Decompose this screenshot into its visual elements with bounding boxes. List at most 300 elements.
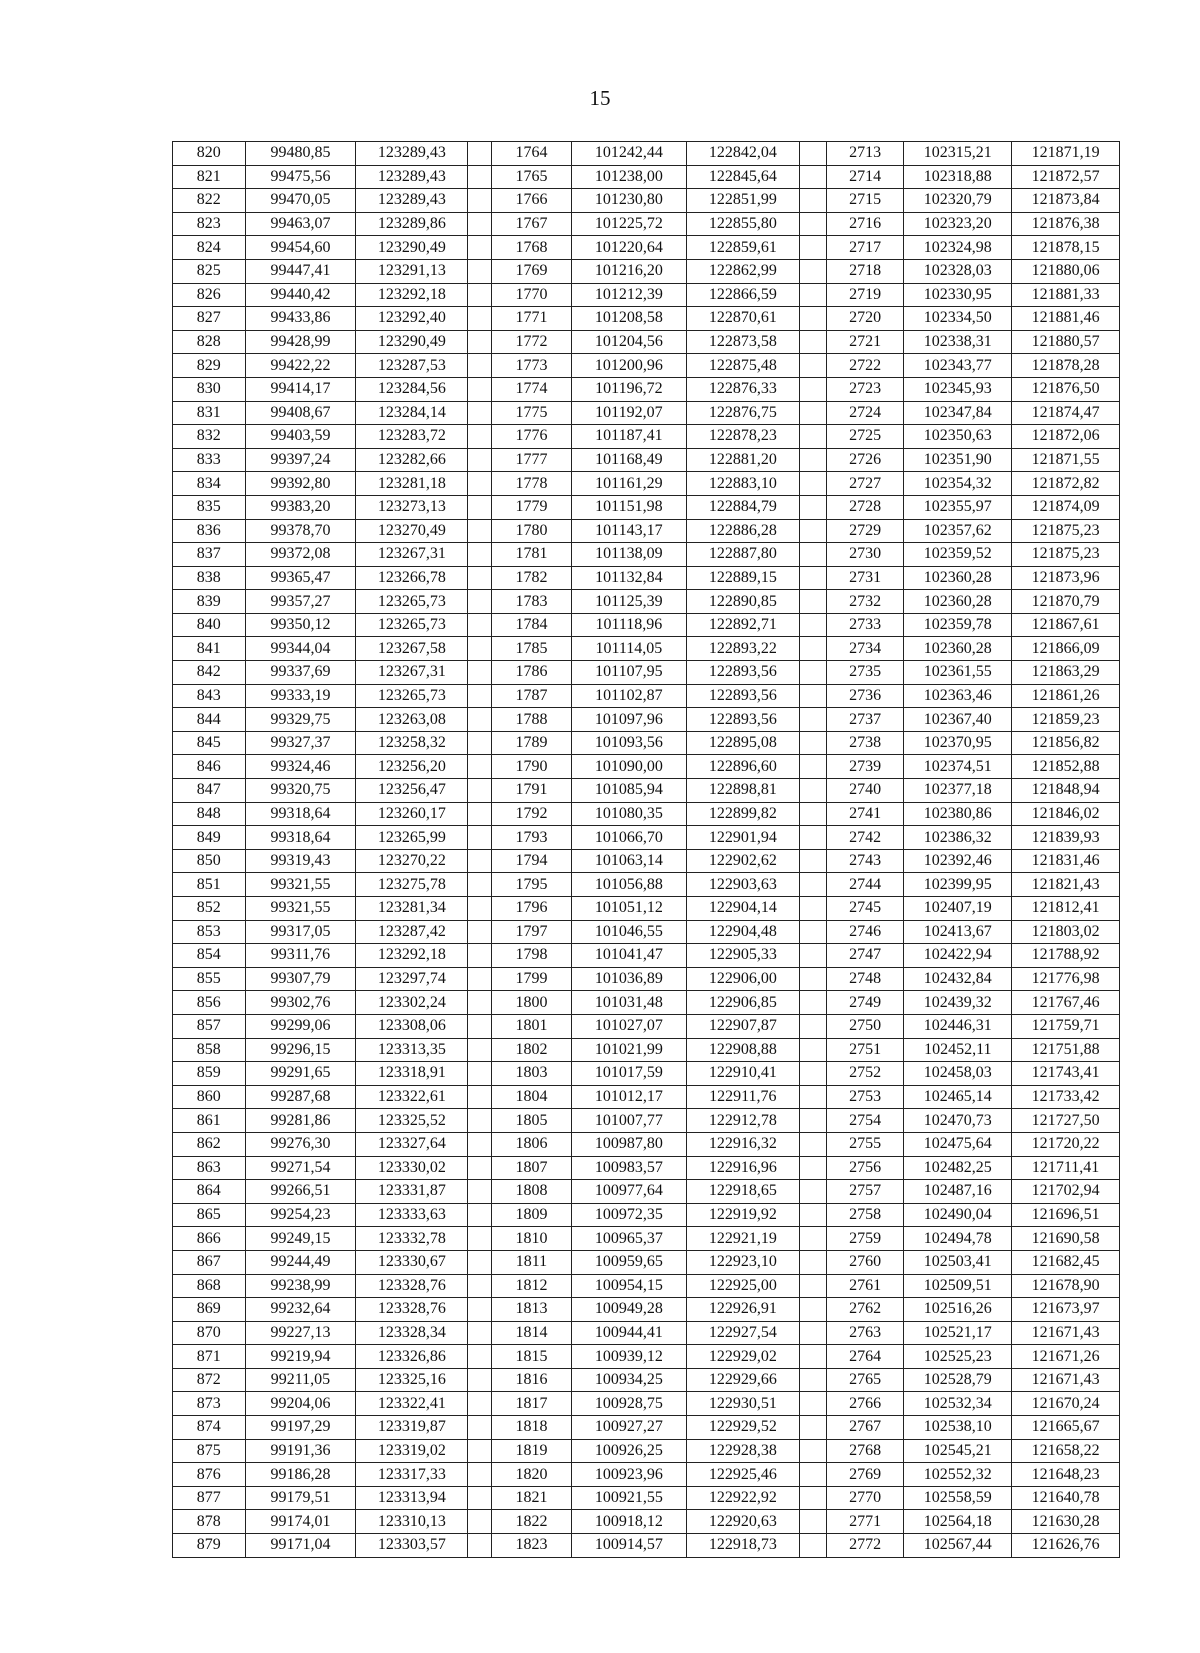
x-coordinate-cell: 101012,17 [571, 1085, 686, 1109]
x-coordinate-cell: 102458,03 [904, 1062, 1012, 1086]
x-coordinate-cell: 102475,64 [904, 1132, 1012, 1156]
table-row [173, 708, 1120, 732]
x-coordinate-cell: 101242,44 [571, 142, 686, 166]
y-coordinate-cell: 122896,60 [686, 755, 799, 779]
y-coordinate-cell: 123322,61 [356, 1085, 468, 1109]
x-coordinate-cell: 99179,51 [245, 1486, 356, 1510]
table-row [173, 1368, 1120, 1392]
x-coordinate-cell: 101063,14 [571, 849, 686, 873]
point-number-cell: 1765 [492, 165, 572, 189]
point-number-cell: 852 [173, 897, 246, 921]
point-number-cell: 846 [173, 755, 246, 779]
x-coordinate-cell: 102360,28 [904, 566, 1012, 590]
table-row [173, 1227, 1120, 1251]
y-coordinate-cell: 121875,23 [1012, 519, 1120, 543]
y-coordinate-cell: 121867,61 [1012, 613, 1120, 637]
table-row [173, 1486, 1120, 1510]
x-coordinate-cell: 101132,84 [571, 566, 686, 590]
separator-cell [799, 684, 826, 708]
point-number-cell: 2740 [826, 779, 904, 803]
x-coordinate-cell: 102413,67 [904, 920, 1012, 944]
point-number-cell: 858 [173, 1038, 246, 1062]
x-coordinate-cell: 99287,68 [245, 1085, 356, 1109]
y-coordinate-cell: 121733,42 [1012, 1085, 1120, 1109]
table-row [173, 991, 1120, 1015]
point-number-cell: 2765 [826, 1368, 904, 1392]
separator-cell [468, 1534, 492, 1558]
separator-cell [468, 1250, 492, 1274]
x-coordinate-cell: 100944,41 [571, 1321, 686, 1345]
point-number-cell: 1789 [492, 731, 572, 755]
point-number-cell: 2738 [826, 731, 904, 755]
point-number-cell: 1784 [492, 613, 572, 637]
y-coordinate-cell: 121848,94 [1012, 779, 1120, 803]
table-row [173, 1416, 1120, 1440]
y-coordinate-cell: 123328,34 [356, 1321, 468, 1345]
point-number-cell: 1782 [492, 566, 572, 590]
x-coordinate-cell: 99249,15 [245, 1227, 356, 1251]
y-coordinate-cell: 123289,43 [356, 165, 468, 189]
x-coordinate-cell: 102439,32 [904, 991, 1012, 1015]
y-coordinate-cell: 123260,17 [356, 802, 468, 826]
y-coordinate-cell: 123313,35 [356, 1038, 468, 1062]
point-number-cell: 841 [173, 637, 246, 661]
y-coordinate-cell: 123292,40 [356, 307, 468, 331]
y-coordinate-cell: 122929,66 [686, 1368, 799, 1392]
x-coordinate-cell: 102564,18 [904, 1510, 1012, 1534]
y-coordinate-cell: 121881,33 [1012, 283, 1120, 307]
point-number-cell: 2734 [826, 637, 904, 661]
y-coordinate-cell: 123318,91 [356, 1062, 468, 1086]
x-coordinate-cell: 99266,51 [245, 1180, 356, 1204]
y-coordinate-cell: 122893,56 [686, 684, 799, 708]
x-coordinate-cell: 101238,00 [571, 165, 686, 189]
y-coordinate-cell: 122878,23 [686, 425, 799, 449]
y-coordinate-cell: 121767,46 [1012, 991, 1120, 1015]
x-coordinate-cell: 101017,59 [571, 1062, 686, 1086]
point-number-cell: 1788 [492, 708, 572, 732]
point-number-cell: 1805 [492, 1109, 572, 1133]
y-coordinate-cell: 123325,16 [356, 1368, 468, 1392]
point-number-cell: 1770 [492, 283, 572, 307]
x-coordinate-cell: 99397,24 [245, 448, 356, 472]
y-coordinate-cell: 121803,02 [1012, 920, 1120, 944]
x-coordinate-cell: 100934,25 [571, 1368, 686, 1392]
y-coordinate-cell: 121876,38 [1012, 212, 1120, 236]
y-coordinate-cell: 123322,41 [356, 1392, 468, 1416]
y-coordinate-cell: 122918,73 [686, 1534, 799, 1558]
separator-cell [799, 991, 826, 1015]
y-coordinate-cell: 123289,43 [356, 142, 468, 166]
x-coordinate-cell: 102347,84 [904, 401, 1012, 425]
point-number-cell: 1777 [492, 448, 572, 472]
x-coordinate-cell: 101046,55 [571, 920, 686, 944]
separator-cell [799, 1180, 826, 1204]
separator-cell [799, 731, 826, 755]
y-coordinate-cell: 122842,04 [686, 142, 799, 166]
table-row [173, 495, 1120, 519]
y-coordinate-cell: 121720,22 [1012, 1132, 1120, 1156]
separator-cell [799, 661, 826, 685]
separator-cell [468, 1085, 492, 1109]
x-coordinate-cell: 101204,56 [571, 330, 686, 354]
separator-cell [468, 1274, 492, 1298]
point-number-cell: 838 [173, 566, 246, 590]
separator-cell [799, 1085, 826, 1109]
point-number-cell: 2718 [826, 259, 904, 283]
x-coordinate-cell: 101192,07 [571, 401, 686, 425]
x-coordinate-cell: 99357,27 [245, 590, 356, 614]
y-coordinate-cell: 122907,87 [686, 1014, 799, 1038]
point-number-cell: 823 [173, 212, 246, 236]
point-number-cell: 1791 [492, 779, 572, 803]
table-row [173, 1345, 1120, 1369]
x-coordinate-cell: 100959,65 [571, 1250, 686, 1274]
y-coordinate-cell: 122923,10 [686, 1250, 799, 1274]
table-row [173, 1062, 1120, 1086]
separator-cell [799, 1416, 826, 1440]
separator-cell [799, 779, 826, 803]
y-coordinate-cell: 122906,00 [686, 967, 799, 991]
y-coordinate-cell: 122899,82 [686, 802, 799, 826]
separator-cell [468, 1416, 492, 1440]
separator-cell [468, 495, 492, 519]
table-row [173, 236, 1120, 260]
separator-cell [468, 1109, 492, 1133]
point-number-cell: 2730 [826, 543, 904, 567]
table-row [173, 142, 1120, 166]
point-number-cell: 2771 [826, 1510, 904, 1534]
point-number-cell: 2762 [826, 1298, 904, 1322]
y-coordinate-cell: 123265,73 [356, 613, 468, 637]
y-coordinate-cell: 123292,18 [356, 944, 468, 968]
point-number-cell: 1773 [492, 354, 572, 378]
x-coordinate-cell: 99475,56 [245, 165, 356, 189]
y-coordinate-cell: 123281,34 [356, 897, 468, 921]
point-number-cell: 2754 [826, 1109, 904, 1133]
y-coordinate-cell: 123267,31 [356, 661, 468, 685]
point-number-cell: 1801 [492, 1014, 572, 1038]
y-coordinate-cell: 122902,62 [686, 849, 799, 873]
separator-cell [468, 448, 492, 472]
y-coordinate-cell: 121872,57 [1012, 165, 1120, 189]
separator-cell [468, 920, 492, 944]
table-row [173, 1510, 1120, 1534]
point-number-cell: 856 [173, 991, 246, 1015]
y-coordinate-cell: 121873,96 [1012, 566, 1120, 590]
y-coordinate-cell: 122895,08 [686, 731, 799, 755]
separator-cell [468, 212, 492, 236]
point-number-cell: 1816 [492, 1368, 572, 1392]
table-row [173, 543, 1120, 567]
y-coordinate-cell: 121859,23 [1012, 708, 1120, 732]
y-coordinate-cell: 123266,78 [356, 566, 468, 590]
separator-cell [799, 543, 826, 567]
separator-cell [468, 401, 492, 425]
y-coordinate-cell: 123289,43 [356, 189, 468, 213]
point-number-cell: 879 [173, 1534, 246, 1558]
separator-cell [468, 873, 492, 897]
point-number-cell: 1768 [492, 236, 572, 260]
table-row [173, 307, 1120, 331]
point-number-cell: 2723 [826, 377, 904, 401]
point-number-cell: 842 [173, 661, 246, 685]
y-coordinate-cell: 122925,46 [686, 1463, 799, 1487]
y-coordinate-cell: 122876,75 [686, 401, 799, 425]
x-coordinate-cell: 102446,31 [904, 1014, 1012, 1038]
y-coordinate-cell: 121671,43 [1012, 1321, 1120, 1345]
y-coordinate-cell: 123317,33 [356, 1463, 468, 1487]
point-number-cell: 853 [173, 920, 246, 944]
point-number-cell: 1796 [492, 897, 572, 921]
y-coordinate-cell: 123287,53 [356, 354, 468, 378]
table-row [173, 779, 1120, 803]
point-number-cell: 833 [173, 448, 246, 472]
y-coordinate-cell: 123256,20 [356, 755, 468, 779]
point-number-cell: 1814 [492, 1321, 572, 1345]
x-coordinate-cell: 102482,25 [904, 1156, 1012, 1180]
point-number-cell: 870 [173, 1321, 246, 1345]
y-coordinate-cell: 121671,26 [1012, 1345, 1120, 1369]
point-number-cell: 828 [173, 330, 246, 354]
separator-cell [468, 236, 492, 260]
y-coordinate-cell: 123273,13 [356, 495, 468, 519]
x-coordinate-cell: 101102,87 [571, 684, 686, 708]
page-number: 15 [589, 86, 611, 110]
point-number-cell: 1818 [492, 1416, 572, 1440]
separator-cell [468, 566, 492, 590]
point-number-cell: 1775 [492, 401, 572, 425]
x-coordinate-cell: 102359,52 [904, 543, 1012, 567]
x-coordinate-cell: 102377,18 [904, 779, 1012, 803]
y-coordinate-cell: 123290,49 [356, 330, 468, 354]
separator-cell [799, 1510, 826, 1534]
y-coordinate-cell: 123284,56 [356, 377, 468, 401]
separator-cell [468, 897, 492, 921]
y-coordinate-cell: 121812,41 [1012, 897, 1120, 921]
separator-cell [799, 566, 826, 590]
separator-cell [799, 1345, 826, 1369]
point-number-cell: 1817 [492, 1392, 572, 1416]
y-coordinate-cell: 121696,51 [1012, 1203, 1120, 1227]
y-coordinate-cell: 123303,57 [356, 1534, 468, 1558]
table-row [173, 401, 1120, 425]
separator-cell [468, 944, 492, 968]
separator-cell [468, 637, 492, 661]
point-number-cell: 2714 [826, 165, 904, 189]
point-number-cell: 1804 [492, 1085, 572, 1109]
y-coordinate-cell: 123283,72 [356, 425, 468, 449]
x-coordinate-cell: 99324,46 [245, 755, 356, 779]
x-coordinate-cell: 101220,64 [571, 236, 686, 260]
x-coordinate-cell: 99211,05 [245, 1368, 356, 1392]
x-coordinate-cell: 99281,86 [245, 1109, 356, 1133]
y-coordinate-cell: 121727,50 [1012, 1109, 1120, 1133]
y-coordinate-cell: 121852,88 [1012, 755, 1120, 779]
x-coordinate-cell: 102334,50 [904, 307, 1012, 331]
x-coordinate-cell: 102392,46 [904, 849, 1012, 873]
y-coordinate-cell: 123265,73 [356, 590, 468, 614]
separator-cell [468, 1227, 492, 1251]
x-coordinate-cell: 101216,20 [571, 259, 686, 283]
y-coordinate-cell: 121878,28 [1012, 354, 1120, 378]
y-coordinate-cell: 121856,82 [1012, 731, 1120, 755]
table-row [173, 802, 1120, 826]
x-coordinate-cell: 101066,70 [571, 826, 686, 850]
x-coordinate-cell: 101021,99 [571, 1038, 686, 1062]
table-row [173, 1038, 1120, 1062]
separator-cell [799, 1062, 826, 1086]
y-coordinate-cell: 121626,76 [1012, 1534, 1120, 1558]
point-number-cell: 2741 [826, 802, 904, 826]
point-number-cell: 860 [173, 1085, 246, 1109]
point-number-cell: 2747 [826, 944, 904, 968]
x-coordinate-cell: 99291,65 [245, 1062, 356, 1086]
point-number-cell: 854 [173, 944, 246, 968]
x-coordinate-cell: 99171,04 [245, 1534, 356, 1558]
x-coordinate-cell: 101161,29 [571, 472, 686, 496]
y-coordinate-cell: 123326,86 [356, 1345, 468, 1369]
x-coordinate-cell: 101114,05 [571, 637, 686, 661]
y-coordinate-cell: 121702,94 [1012, 1180, 1120, 1204]
x-coordinate-cell: 102350,63 [904, 425, 1012, 449]
table-row [173, 519, 1120, 543]
x-coordinate-cell: 102465,14 [904, 1085, 1012, 1109]
x-coordinate-cell: 102330,95 [904, 283, 1012, 307]
y-coordinate-cell: 123302,24 [356, 991, 468, 1015]
y-coordinate-cell: 122928,38 [686, 1439, 799, 1463]
x-coordinate-cell: 102357,62 [904, 519, 1012, 543]
point-number-cell: 848 [173, 802, 246, 826]
x-coordinate-cell: 102360,28 [904, 637, 1012, 661]
table-row [173, 684, 1120, 708]
point-number-cell: 2763 [826, 1321, 904, 1345]
point-number-cell: 847 [173, 779, 246, 803]
separator-cell [468, 708, 492, 732]
x-coordinate-cell: 102386,32 [904, 826, 1012, 850]
y-coordinate-cell: 122862,99 [686, 259, 799, 283]
x-coordinate-cell: 101187,41 [571, 425, 686, 449]
separator-cell [799, 1463, 826, 1487]
separator-cell [799, 1392, 826, 1416]
x-coordinate-cell: 99276,30 [245, 1132, 356, 1156]
y-coordinate-cell: 122916,32 [686, 1132, 799, 1156]
y-coordinate-cell: 123327,64 [356, 1132, 468, 1156]
point-number-cell: 2759 [826, 1227, 904, 1251]
y-coordinate-cell: 122925,00 [686, 1274, 799, 1298]
x-coordinate-cell: 99329,75 [245, 708, 356, 732]
point-number-cell: 844 [173, 708, 246, 732]
separator-cell [799, 613, 826, 637]
x-coordinate-cell: 101051,12 [571, 897, 686, 921]
point-number-cell: 1807 [492, 1156, 572, 1180]
y-coordinate-cell: 122921,19 [686, 1227, 799, 1251]
x-coordinate-cell: 99238,99 [245, 1274, 356, 1298]
x-coordinate-cell: 102432,84 [904, 967, 1012, 991]
y-coordinate-cell: 121673,97 [1012, 1298, 1120, 1322]
x-coordinate-cell: 102351,90 [904, 448, 1012, 472]
point-number-cell: 866 [173, 1227, 246, 1251]
x-coordinate-cell: 102343,77 [904, 354, 1012, 378]
x-coordinate-cell: 99422,22 [245, 354, 356, 378]
x-coordinate-cell: 100972,35 [571, 1203, 686, 1227]
separator-cell [799, 590, 826, 614]
point-number-cell: 2766 [826, 1392, 904, 1416]
x-coordinate-cell: 99299,06 [245, 1014, 356, 1038]
point-number-cell: 1783 [492, 590, 572, 614]
separator-cell [799, 708, 826, 732]
y-coordinate-cell: 123331,87 [356, 1180, 468, 1204]
separator-cell [468, 1463, 492, 1487]
x-coordinate-cell: 99186,28 [245, 1463, 356, 1487]
separator-cell [799, 849, 826, 873]
point-number-cell: 835 [173, 495, 246, 519]
x-coordinate-cell: 101143,17 [571, 519, 686, 543]
x-coordinate-cell: 102528,79 [904, 1368, 1012, 1392]
x-coordinate-cell: 102354,32 [904, 472, 1012, 496]
separator-cell [799, 1368, 826, 1392]
separator-cell [799, 401, 826, 425]
y-coordinate-cell: 123310,13 [356, 1510, 468, 1534]
point-number-cell: 832 [173, 425, 246, 449]
y-coordinate-cell: 123328,76 [356, 1274, 468, 1298]
x-coordinate-cell: 99440,42 [245, 283, 356, 307]
point-number-cell: 1813 [492, 1298, 572, 1322]
y-coordinate-cell: 122887,80 [686, 543, 799, 567]
x-coordinate-cell: 102345,93 [904, 377, 1012, 401]
table-row [173, 873, 1120, 897]
point-number-cell: 2769 [826, 1463, 904, 1487]
table-row [173, 1180, 1120, 1204]
y-coordinate-cell: 121863,29 [1012, 661, 1120, 685]
x-coordinate-cell: 99311,76 [245, 944, 356, 968]
x-coordinate-cell: 100939,12 [571, 1345, 686, 1369]
x-coordinate-cell: 99383,20 [245, 495, 356, 519]
point-number-cell: 821 [173, 165, 246, 189]
separator-cell [799, 1439, 826, 1463]
coordinates-table [172, 141, 1120, 1558]
y-coordinate-cell: 121776,98 [1012, 967, 1120, 991]
y-coordinate-cell: 123263,08 [356, 708, 468, 732]
point-number-cell: 1798 [492, 944, 572, 968]
separator-cell [799, 448, 826, 472]
point-number-cell: 862 [173, 1132, 246, 1156]
y-coordinate-cell: 123308,06 [356, 1014, 468, 1038]
x-coordinate-cell: 99191,36 [245, 1439, 356, 1463]
y-coordinate-cell: 122929,02 [686, 1345, 799, 1369]
point-number-cell: 1779 [492, 495, 572, 519]
y-coordinate-cell: 122929,52 [686, 1416, 799, 1440]
table-row [173, 566, 1120, 590]
x-coordinate-cell: 99321,55 [245, 873, 356, 897]
point-number-cell: 2719 [826, 283, 904, 307]
y-coordinate-cell: 123282,66 [356, 448, 468, 472]
y-coordinate-cell: 123328,76 [356, 1298, 468, 1322]
separator-cell [468, 472, 492, 496]
table-row [173, 755, 1120, 779]
y-coordinate-cell: 122893,56 [686, 661, 799, 685]
point-number-cell: 2751 [826, 1038, 904, 1062]
point-number-cell: 1802 [492, 1038, 572, 1062]
x-coordinate-cell: 99320,75 [245, 779, 356, 803]
x-coordinate-cell: 99392,80 [245, 472, 356, 496]
x-coordinate-cell: 99365,47 [245, 566, 356, 590]
separator-cell [799, 1203, 826, 1227]
y-coordinate-cell: 121658,22 [1012, 1439, 1120, 1463]
x-coordinate-cell: 100918,12 [571, 1510, 686, 1534]
y-coordinate-cell: 122890,85 [686, 590, 799, 614]
point-number-cell: 1785 [492, 637, 572, 661]
